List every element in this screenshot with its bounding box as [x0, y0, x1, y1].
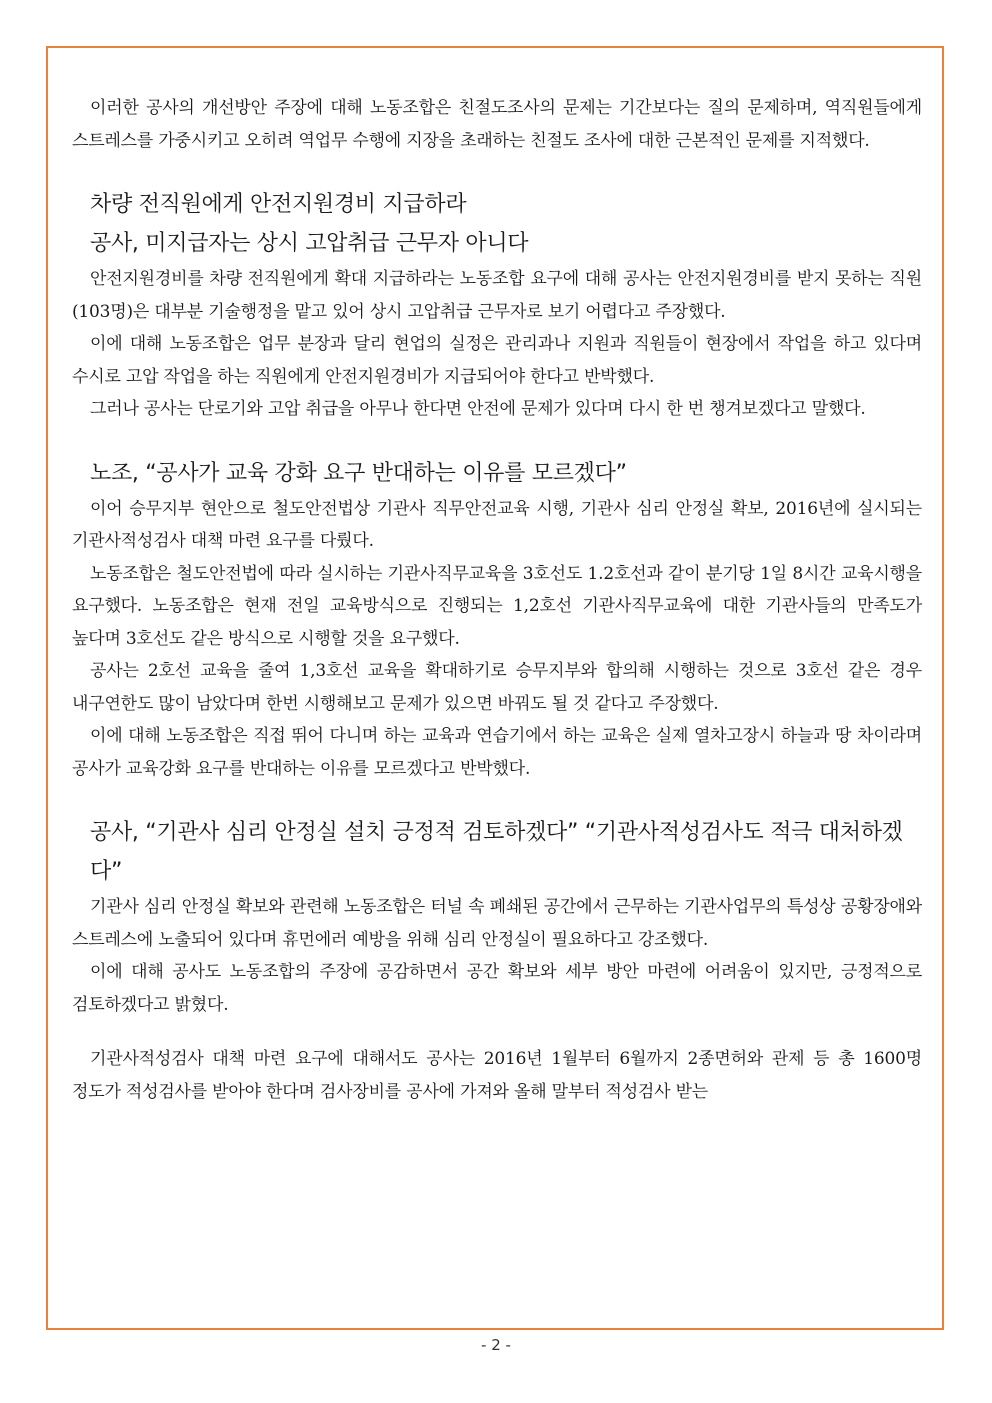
section3-paragraph: 기관사 심리 안정실 확보와 관련해 노동조합은 터널 속 폐쇄된 공간에서 근무하는 기관사업무의 특성상 공황장애와 스트레스에 노출되어 있다며 휴먼에러 예방을 위해 심리 안정실이 필요하다고 강조했다.	[72, 897, 922, 950]
section2-paragraph: 이에 대해 노동조합은 직접 뛰어 다니며 하는 교육과 연습기에서 하는 교육은 실제 열차고장시 하늘과 땅 차이라며 공사가 교육강화 요구를 반대하는 이유를 모르겠다고 반박했다.	[72, 726, 922, 779]
section1-heading-line2: 공사, 미지급자는 상시 고압취급 근무자 아니다	[90, 231, 529, 256]
section1-paragraph: 안전지원경비를 차량 전직원에게 확대 지급하라는 노동조합 요구에 대해 공사는 안전지원경비를 받지 못하는 직원(103명)은 대부분 기술행정을 맡고 있어 상시 고압취급 근무자로 보기 어렵다고 주장했다.	[72, 269, 922, 322]
section2-heading: 노조, “공사가 교육 강화 요구 반대하는 이유를 모르겠다”	[90, 460, 627, 486]
intro-paragraph: 이러한 공사의 개선방안 주장에 대해 노동조합은 친절도조사의 문제는 기간보다는 질의 문제하며, 역직원들에게 스트레스를 가중시키고 오히려 역업무 수행에 지장을 초래하는 친절도 조사에 대한 근본적인 문제를 지적했다.	[72, 98, 923, 151]
section2-paragraph: 노동조합은 철도안전법에 따라 실시하는 기관사직무교육을 3호선도 1.2호선과 같이 분기당 1일 8시간 교육시행을 요구했다. 노동조합은 현재 전일 교육방식으로 진행되는 1,2호선 기관사직무교육에 대한 기관사들의 만족도가 높다며 3호선도 같은 방식으로 시행할 것을 요구했다.	[72, 563, 922, 649]
section2-paragraph: 공사는 2호선 교육을 줄여 1,3호선 교육을 확대하기로 승무지부와 합의해 시행하는 것으로 3호선 같은 경우 내구연한도 많이 남았다며 한번 시행해보고 문제가 있으면 바꿔도 될 것 같다고 주장했다.	[72, 661, 922, 714]
section3-heading: 공사, “기관사 심리 안정실 설치 긍정적 검토하겠다” “기관사적성검사도 적극 대처하겠다”	[90, 820, 903, 884]
section1-paragraph: 이에 대해 노동조합은 업무 분장과 달리 현업의 실정은 관리과나 지원과 직원들이 현장에서 작업을 하고 있다며 수시로 고압 작업을 하는 직원에게 안전지원경비가 지급되어야 한다고 반박했다.	[72, 334, 922, 387]
page-number: - 2 -	[481, 1336, 511, 1354]
section2-paragraph: 이어 승무지부 현안으로 철도안전법상 기관사 직무안전교육 시행, 기관사 심리 안정실 확보, 2016년에 실시되는 기관사적성검사 대책 마련 요구를 다뤘다.	[72, 498, 922, 551]
section4-paragraph: 기관사적성검사 대책 마련 요구에 대해서도 공사는 2016년 1월부터 6월까지 2종면허와 관제 등 총 1600명 정도가 적성검사를 받아야 한다며 검사장비를 공사에 가져와 올해 말부터 적성검사 받는	[72, 1049, 922, 1102]
section1-heading-line1: 차량 전직원에게 안전지원경비 지급하라	[90, 192, 467, 217]
section1-paragraph: 그러나 공사는 단로기와 고압 취급을 아무나 한다면 안전에 문제가 있다며 다시 한 번 챙겨보겠다고 말했다.	[90, 399, 866, 419]
section3-paragraph: 이에 대해 공사도 노동조합의 주장에 공감하면서 공간 확보와 세부 방안 마련에 어려움이 있지만, 긍정적으로 검토하겠다고 밝혔다.	[72, 962, 922, 1015]
document-body	[72, 92, 922, 1108]
